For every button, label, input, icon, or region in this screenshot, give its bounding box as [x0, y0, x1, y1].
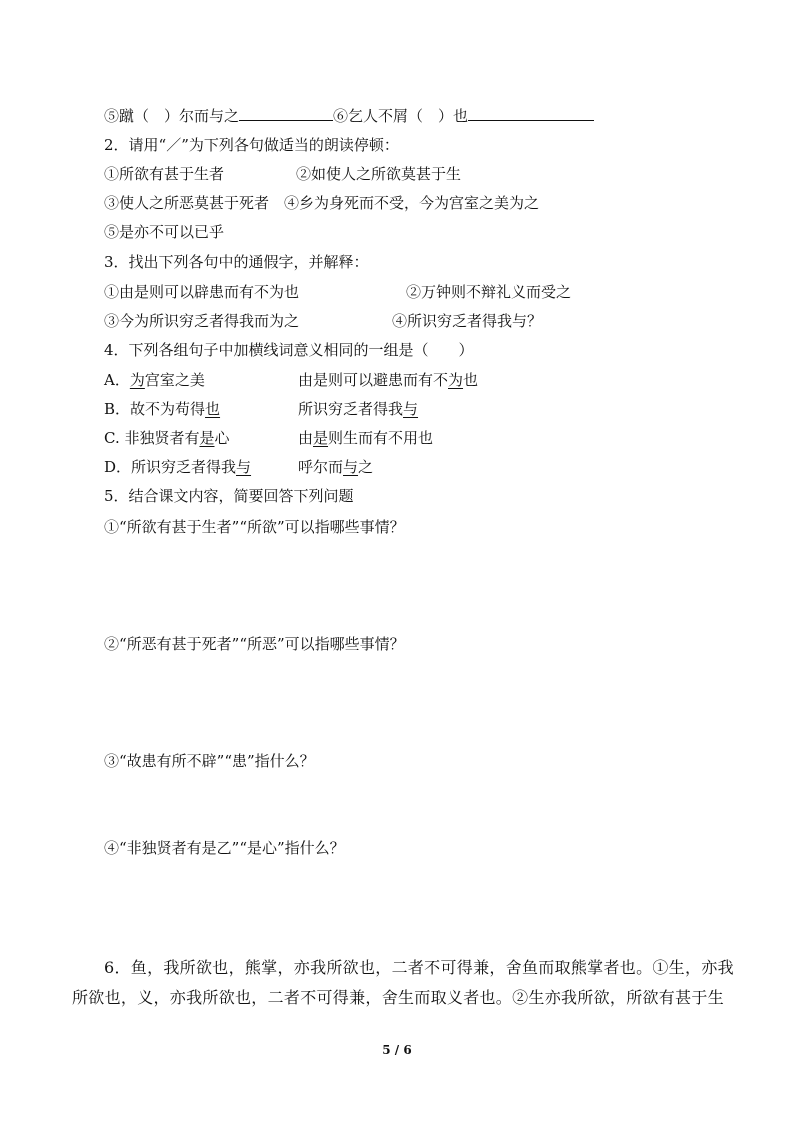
underlined-word: 也: [205, 400, 221, 418]
q2-sentence-2: ②如使人之所欲莫甚于生: [296, 165, 462, 183]
option-c-right: 由是则生而有不用也: [298, 429, 434, 447]
option-c[interactable]: [104, 428, 433, 448]
question-4-title: 4．下列各组句子中加横线词意义相同的一组是（ ）: [104, 341, 474, 359]
question-3-title: 3．找出下列各句中的通假字，并解释：: [104, 253, 369, 271]
question-2-title: 2．请用“／”为下列各句做适当的朗读停顿：: [104, 136, 399, 154]
question-2-row-3: ⑤是亦不可以已乎: [104, 223, 225, 241]
underlined-word: 与: [236, 458, 252, 476]
option-d[interactable]: [104, 457, 373, 477]
question-3-row-2: [104, 311, 542, 331]
option-a-left: A．为宫室之美: [104, 371, 205, 389]
page-number: 5 / 6: [382, 1043, 412, 1057]
underlined-word: 为: [129, 371, 145, 389]
question-5-title: 5．结合课文内容，简要回答下列问题: [104, 487, 354, 505]
question-6-line-1: 6．鱼，我所欲也，熊掌，亦我所欲也，二者不可得兼，舍鱼而取熊掌者也。①生，亦我: [104, 958, 734, 977]
underlined-word: 为: [448, 371, 464, 389]
item-6-text: ⑥乞人不屑（ ）也: [333, 107, 469, 125]
option-a-right: 由是则可以避患而有不为也: [298, 371, 479, 389]
q3-sentence-4: ④所识穷乏者得我与？: [392, 312, 543, 330]
option-b-right: 所识穷乏者得我与: [298, 400, 419, 418]
answer-blank[interactable]: [468, 106, 594, 121]
item-5-text: ⑤蹴（ ）尔而与之: [104, 107, 240, 125]
q3-sentence-1: ①由是则可以辟患而有不为也: [104, 283, 300, 301]
underlined-word: 与: [343, 458, 359, 476]
underlined-word: 与: [403, 400, 419, 418]
question-2-row-2: ③使人之所恶莫甚于死者 ④乡为身死而不受，今为宫室之美为之: [104, 194, 540, 212]
question-2-row-1: [104, 164, 461, 184]
underlined-word: 是: [313, 429, 329, 447]
q3-sentence-3: ③今为所识穷乏者得我而为之: [104, 312, 300, 330]
option-a[interactable]: [104, 370, 478, 390]
option-d-left: D．所识穷乏者得我与: [104, 458, 252, 476]
option-c-left: C. 非独贤者有是心: [104, 429, 230, 447]
option-b-left: B．故不为苟得也: [104, 400, 221, 418]
fill-in-line: [104, 106, 594, 126]
q2-sentence-1: ①所欲有甚于生者: [104, 165, 225, 183]
question-5-sub-1: ①“所欲有甚于生者”“所欲”可以指哪些事情？: [104, 518, 405, 536]
option-d-right: 呼尔而与之: [298, 458, 374, 476]
question-5-sub-4: ④“非独贤者有是乙”“是心”指什么？: [104, 839, 345, 857]
underlined-word: 是: [199, 429, 215, 447]
question-3-row-1: [104, 282, 571, 302]
question-5-sub-2: ②“所恶有甚于死者”“所恶”可以指哪些事情？: [104, 635, 405, 653]
option-b[interactable]: [104, 399, 418, 419]
answer-blank[interactable]: [239, 106, 333, 121]
question-5-sub-3: ③“故患有所不辟”“患”指什么？: [104, 752, 315, 770]
question-6-line-2: 所欲也，义，亦我所欲也，二者不可得兼，舍生而取义者也。②生亦我所欲，所欲有甚于生: [72, 988, 725, 1007]
q3-sentence-2: ②万钟则不辩礼义而受之: [406, 283, 572, 301]
